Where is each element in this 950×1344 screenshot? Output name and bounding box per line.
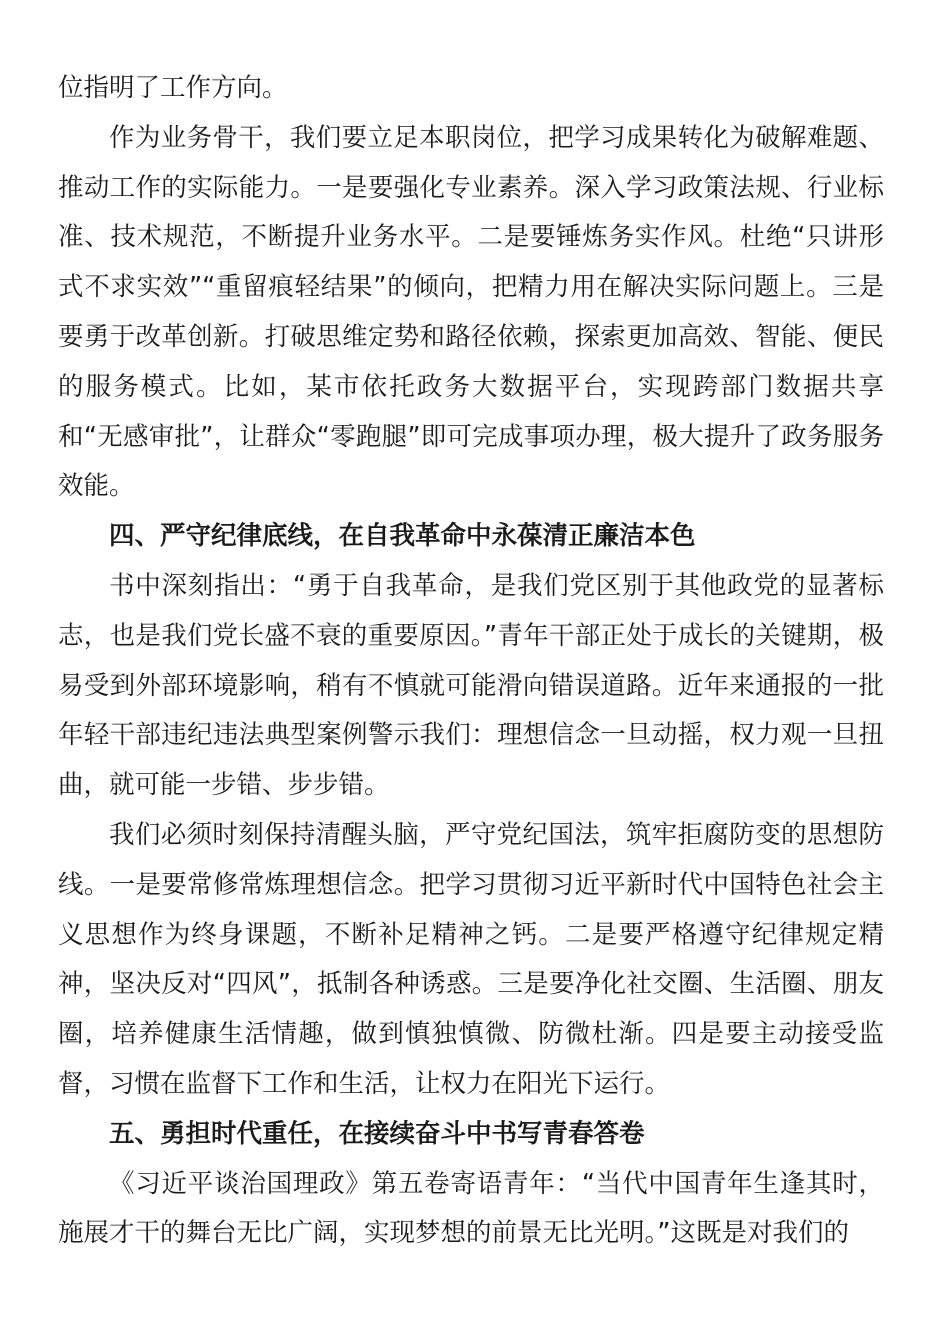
section-heading-5: 五、勇担时代重任，在接续奋斗中书写青春答卷 (109, 1118, 645, 1149)
paragraph-youth-message: 《习近平谈治国理政》第五卷寄语青年：“当代中国青年生逢其时，施展才干的舞台无比广阔，实现梦想的前景无比光明。”这既是对我们的 (58, 1168, 884, 1249)
paragraph-discipline: 我们必须时刻保持清醒头脑，严守党纪国法，筑牢拒腐防变的思想防线。一是要常修常炼理想信念。把学习贯彻习近平新时代中国特色社会主义思想作为终身课题，不断补足精神之钙。二是要严格遵守纪律规定精神，坚决反对“四风”，抵制各种诱惑。三是要净化社交圈、生活圈、朋友圈，培养健康生活情趣，做到慎独慎微、防微杜渐。四是要主动接受监督，习惯在监督下工作和生活，让权力在阳光下运行。 (58, 819, 884, 1099)
paragraph-self-revolution: 书中深刻指出：“勇于自我革命，是我们党区别于其他政党的显著标志，也是我们党长盛不衰的重要原因。”青年干部正处于成长的关键期，极易受到外部环境影响，稍有不慎就可能滑向错误道路。近年来通报的一批年轻干部违纪违法典型案例警示我们：理想信念一旦动摇，权力观一旦扭曲，就可能一步错、步步错。 (58, 570, 884, 801)
document-page (58, 64, 884, 1259)
paragraph-continued: 位指明了工作方向。 (58, 73, 288, 103)
section-heading-4: 四、严守纪律底线，在自我革命中永葆清正廉洁本色 (109, 521, 696, 552)
paragraph-business-backbone: 作为业务骨干，我们要立足本职岗位，把学习成果转化为破解难题、推动工作的实际能力。一是要强化专业素养。深入学习政策法规、行业标准、技术规范，不断提升业务水平。二是要锤炼务实作风。杜绝“只讲形式不求实效”“重留痕轻结果”的倾向，把精力用在解决实际问题上。三是要勇于改革创新。打破思维定势和路径依赖，探索更加高效、智能、便民的服务模式。比如，某市依托政务大数据平台，实现跨部门数据共享和“无感审批”，让群众“零跑腿”即可完成事项办理，极大提升了政务服务效能。 (58, 122, 884, 502)
